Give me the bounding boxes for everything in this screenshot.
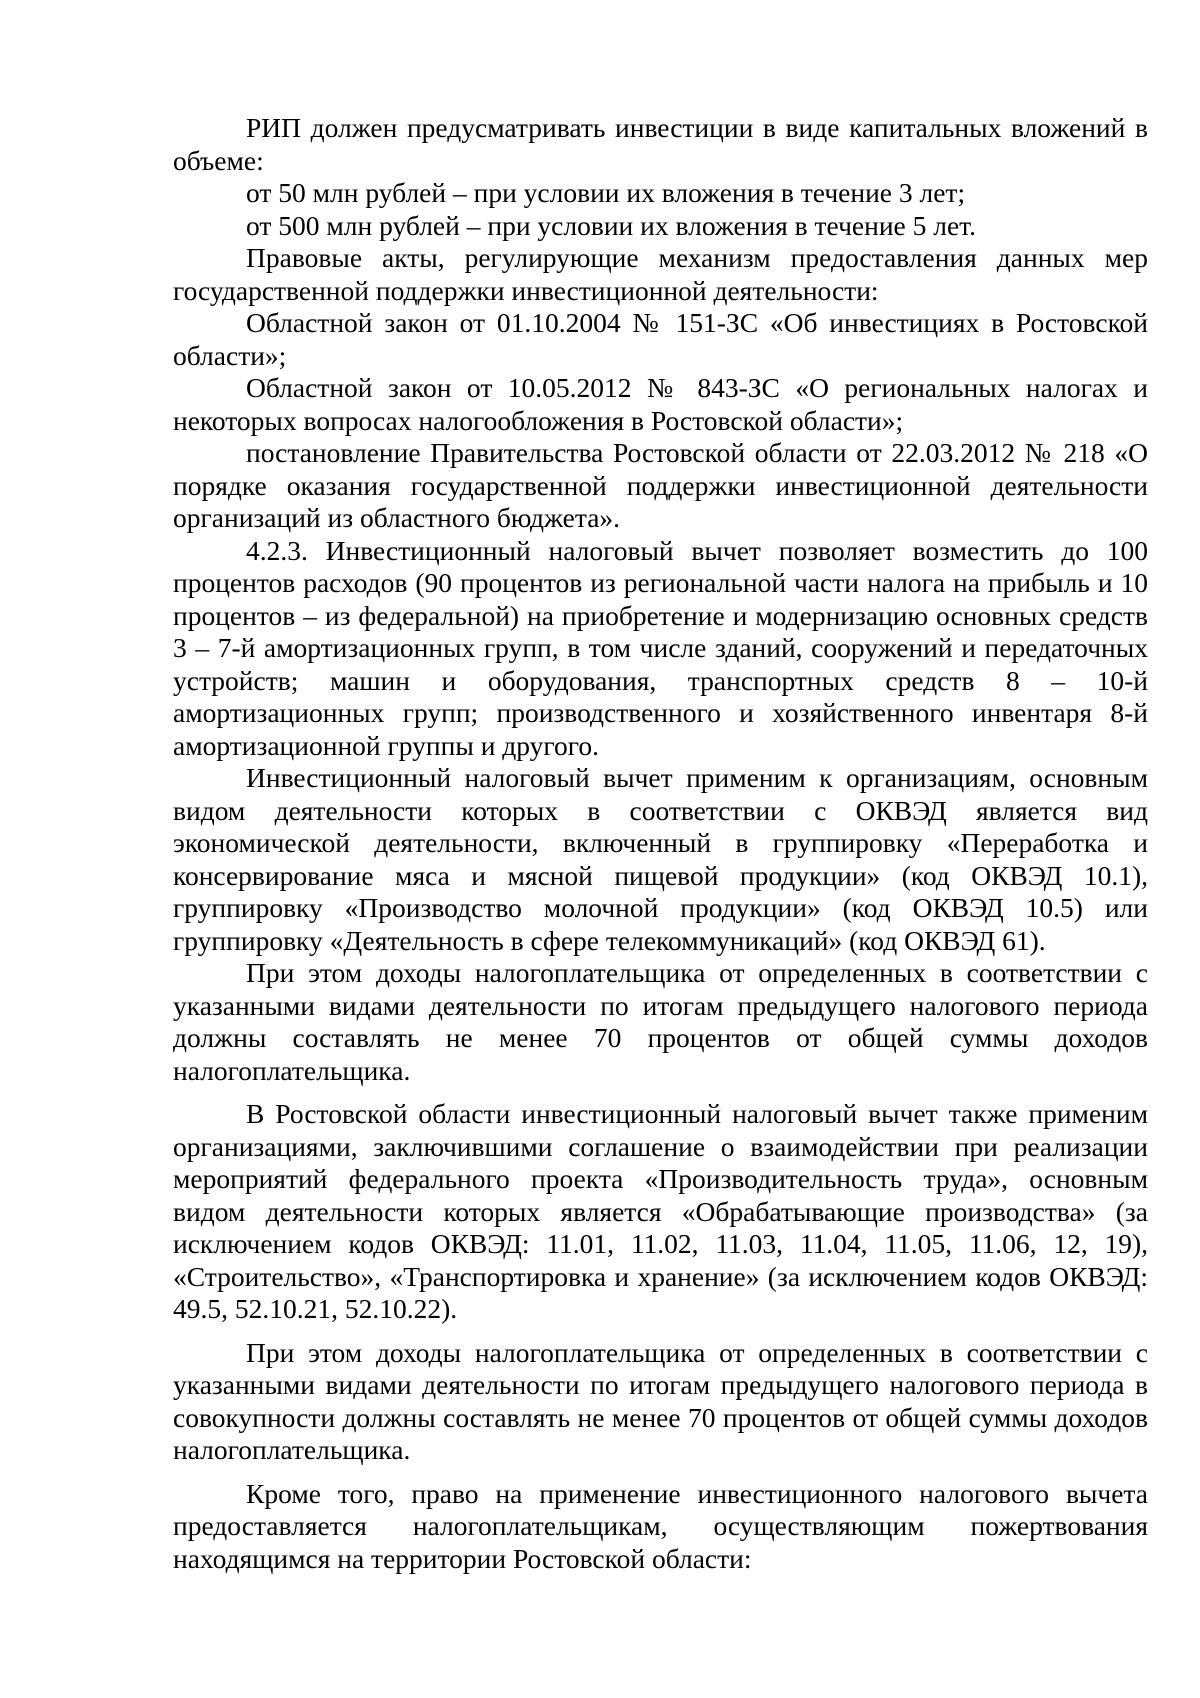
paragraph-deduction-okved: Инвестиционный налоговый вычет применим к организациям, основным видом деятельности которых в соответствии с ОКВЭД является вид экономической деятельности, включенный в группировку «Переработка и консервирование мяса и мясной пищевой продукции» (код ОКВЭД 10.1), группировку «Производство молочной продукции» (код ОКВЭД 10.5) или группировку «Деятельность в сфере телекоммуникаций» (код ОКВЭД 61). — [173, 762, 1148, 956]
paragraph-rip-investment-volume: РИП должен предусматривать инвестиции в виде капитальных вложений в объеме: — [173, 112, 1148, 176]
paragraph-law-843-zs: Областной закон от 10.05.2012 № 843-ЗС «О региональных налогах и некоторых вопросах налогообложения в Ростовской области»; — [173, 372, 1148, 436]
paragraph-productivity-project: В Ростовской области инвестиционный налоговый вычет также применим организациями, заключившими соглашение о взаимодействии при реализации мероприятий федерального проекта «Производительность труда», основным видом деятельности которых является «Обрабатывающие производства» (за исключением кодов ОКВЭД: 11.01, 11.02, 11.03, 11.04, 11.05, 11.06, 12, 19), «Строительство», «Транспортировка и хранение» (за исключением кодов ОКВЭД: 49.5, 52.10.21, 52.10.22). — [173, 1098, 1148, 1324]
paragraph-law-151-zs: Областной закон от 01.10.2004 № 151-ЗС «Об инвестициях в Ростовской области»; — [173, 307, 1148, 371]
paragraph-income-70-percent: При этом доходы налогоплательщика от определенных в соответствии с указанными видами деятельности по итогам предыдущего налогового периода должны составлять не менее 70 процентов от общей суммы доходов налогоплательщика. — [173, 957, 1148, 1086]
paragraph-500-mln: от 500 млн рублей – при условии их вложения в течение 5 лет. — [246, 209, 977, 241]
paragraph-section-4-2-3: 4.2.3. Инвестиционный налоговый вычет позволяет возместить до 100 процентов расходов (90 процентов из региональной части налога на прибыль и 10 процентов – из федеральной) на приобретение и модернизацию основных средств 3 – 7-й амортизационных групп, в том числе зданий, сооружений и передаточных устройств; машин и оборудования, транспортных средств 8 – 10-й амортизационных групп; производственного и хозяйственного инвентаря 8-й амортизационной группы и другого. — [173, 534, 1148, 761]
paragraph-resolution-218: постановление Правительства Ростовской области от 22.03.2012 № 218 «О порядке оказания государственной поддержки инвестиционной деятельности организаций из областного бюджета». — [173, 437, 1148, 533]
paragraph-donations: Кроме того, право на применение инвестиционного налогового вычета предоставляется налогоплательщикам, осуществляющим пожертвования находящимся на территории Ростовской области: — [173, 1477, 1148, 1574]
paragraph-50-mln: от 50 млн рублей – при условии их вложения в течение 3 лет; — [246, 177, 966, 208]
paragraph-income-aggregate-70-percent: При этом доходы налогоплательщика от определенных в соответствии с указанными видами деятельности по итогам предыдущего налогового периода в совокупности должны составлять не менее 70 процентов от общей суммы доходов налогоплательщика. — [173, 1336, 1148, 1465]
document-body — [173, 112, 1148, 1575]
paragraph-legal-acts-intro: Правовые акты, регулирующие механизм предоставления данных мер государственной поддержки инвестиционной деятельности: — [173, 242, 1148, 306]
